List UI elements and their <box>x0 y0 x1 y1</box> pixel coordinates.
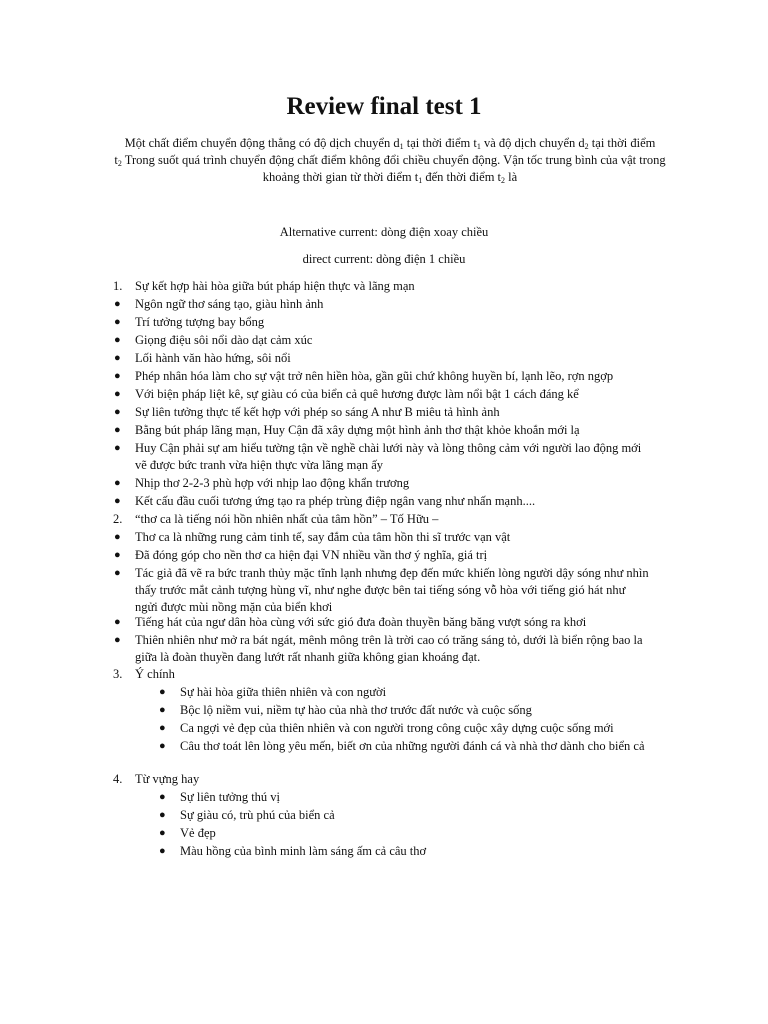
list-number: 4. <box>113 772 123 786</box>
list-item: ● Màu hồng của bình minh làm sáng ấm cả câu thơ <box>159 843 426 861</box>
section-heading-text: Sự kết hợp hài hòa giữa bút pháp hiện thực và lãng mạn <box>135 279 415 293</box>
section-heading-text: Từ vựng hay <box>135 772 200 786</box>
bullet-icon: ● <box>159 791 166 803</box>
bullet-icon: ● <box>114 634 121 646</box>
list-item: ● Sự giàu có, trù phú của biển cả <box>159 807 335 825</box>
list-item: ● Lối hành văn hào hứng, sôi nổi <box>114 350 291 368</box>
list-number: 2. <box>113 512 123 526</box>
list-item: ● Thơ ca là những rung cảm tinh tế, say đắm của tâm hồn thi sĩ trước vạn vật <box>114 529 510 547</box>
list-number: 3. <box>113 667 123 681</box>
section-heading-text: Ý chính <box>135 667 175 681</box>
list-item: ● Tiếng hát của ngư dân hòa cùng với sức gió đưa đoàn thuyền băng băng vượt sóng ra khơi <box>114 614 586 632</box>
bullet-icon: ● <box>114 406 121 418</box>
bullet-icon: ● <box>114 352 121 364</box>
list-item: ● Sự hài hòa giữa thiên nhiên và con người <box>159 684 386 702</box>
bullet-icon: ● <box>114 316 121 328</box>
list-item: ● Sự liên tưởng thực tế kết hợp với phép so sáng A như B miêu tả hình ảnh <box>114 404 500 422</box>
bullet-icon: ● <box>159 809 166 821</box>
list-item-continuation: thấy trước mắt cảnh tượng hùng vĩ, như nghe được bên tai tiếng sóng vỗ hòa với tiếng gió hát như <box>135 583 626 597</box>
intro-line-2: $t_2$ Trong suốt quá trình chuyển động chất điểm không đổi chiều chuyển động. Vận tốc trung bình của vật trong <box>114 153 666 168</box>
list-item: ● Vẻ đẹp <box>159 825 216 843</box>
bullet-icon: ● <box>159 686 166 698</box>
bullet-icon: ● <box>114 370 121 382</box>
page-title: Review final test 1 <box>286 93 482 120</box>
bullet-icon: ● <box>114 298 121 310</box>
bullet-icon: ● <box>159 845 166 857</box>
bullet-icon: ● <box>159 827 166 839</box>
list-number: 1. <box>113 279 123 293</box>
bullet-icon: ● <box>114 334 121 346</box>
list-item: ● Sự liên tưởng thú vị <box>159 789 280 807</box>
bullet-icon: ● <box>114 388 121 400</box>
list-item: ● Câu thơ toát lên lòng yêu mến, biết ơn của những người đánh cá và nhà thơ dành cho biển cả <box>159 738 645 756</box>
section-4-heading <box>113 771 199 789</box>
bullet-icon: ● <box>159 704 166 716</box>
list-item-continuation: ngửi được mùi nồng mặn của biển khơi <box>135 600 333 614</box>
list-item: ● Đã đóng góp cho nền thơ ca hiện đại VN nhiều vần thơ ý nghĩa, giá trị <box>114 547 487 565</box>
list-item: ● Nhịp thơ 2-2-3 phù hợp với nhịp lao động khẩn trương <box>114 475 409 493</box>
list-item: ● Phép nhân hóa làm cho sự vật trở nên hiền hòa, gần gũi chứ không huyền bí, lạnh lẽo, rợn ngợp <box>114 368 613 386</box>
bullet-icon: ● <box>114 495 121 507</box>
list-item-continuation: giữa là đoàn thuyền đang lướt rất nhanh giữa không gian khoáng đạt. <box>135 650 481 664</box>
bullet-icon: ● <box>114 567 121 579</box>
bullet-icon: ● <box>114 549 121 561</box>
list-item: ● Trí tưởng tượng bay bổng <box>114 314 264 332</box>
list-item: ● Bằng bút pháp lãng mạn, Huy Cận đã xây dựng một hình ảnh thơ thật khỏe khoắn mới lạ <box>114 422 580 440</box>
list-item: ● Giọng điệu sôi nổi dào dạt cảm xúc <box>114 332 312 350</box>
intro-line-1: Một chất điểm chuyển động thẳng có độ dịch chuyển $d_1$ tại thời điểm $t_1$ và độ dịch chuyển $d_2$ tại thời điểm <box>124 136 656 151</box>
section-2-heading <box>113 511 438 529</box>
intro-paragraph <box>94 135 686 186</box>
bullet-icon: ● <box>114 424 121 436</box>
bullet-icon: ● <box>114 477 121 489</box>
bullet-icon: ● <box>114 616 121 628</box>
bullet-icon: ● <box>159 722 166 734</box>
direct-current-term: direct current: dòng điện 1 chiều <box>302 252 466 266</box>
alternative-current-term: Alternative current: dòng điện xoay chiều <box>279 225 489 239</box>
bullet-icon: ● <box>114 531 121 543</box>
list-item-continuation: vẽ được bức tranh vừa hiện thực vừa lãng mạn ấy <box>135 458 384 472</box>
section-heading-text: “thơ ca là tiếng nói hồn nhiên nhất của tâm hồn” – Tố Hữu – <box>135 512 439 526</box>
list-item: ● Thiên nhiên như mở ra bát ngát, mênh mông trên là trời cao có trăng sáng tỏ, dưới là biển rộng bao la <box>114 632 643 650</box>
bullet-icon: ● <box>114 442 121 454</box>
list-item: ● Ngôn ngữ thơ sáng tạo, giàu hình ảnh <box>114 296 323 314</box>
list-item: ● Tác giả đã vẽ ra bức tranh thủy mặc tĩnh lạnh nhưng đẹp đến mức khiến lòng người dậy sóng như nhìn <box>114 565 649 583</box>
list-item: ● Ca ngợi vẻ đẹp của thiên nhiên và con người trong công cuộc xây dựng cuộc sống mới <box>159 720 614 738</box>
section-3-heading <box>113 666 175 684</box>
list-item: ● Với biện pháp liệt kê, sự giàu có của biển cả quê hương được làm nổi bật 1 cách đáng kể <box>114 386 579 404</box>
bullet-icon: ● <box>159 740 166 752</box>
list-item: ● Bộc lộ niềm vui, niềm tự hào của nhà thơ trước đất nước và cuộc sống <box>159 702 532 720</box>
list-item: ● Kết cấu đầu cuối tương ứng tạo ra phép trùng điệp ngân vang như nhấn mạnh.... <box>114 493 535 511</box>
section-1-heading <box>113 278 415 296</box>
intro-line-3: khoảng thời gian từ thời điểm $t_1$ đến thời điểm $t_2$ là <box>262 170 518 185</box>
list-item: ● Huy Cận phải sự am hiểu tường tận về nghề chài lưới này và lòng thông cảm với người lao động mới <box>114 440 641 458</box>
